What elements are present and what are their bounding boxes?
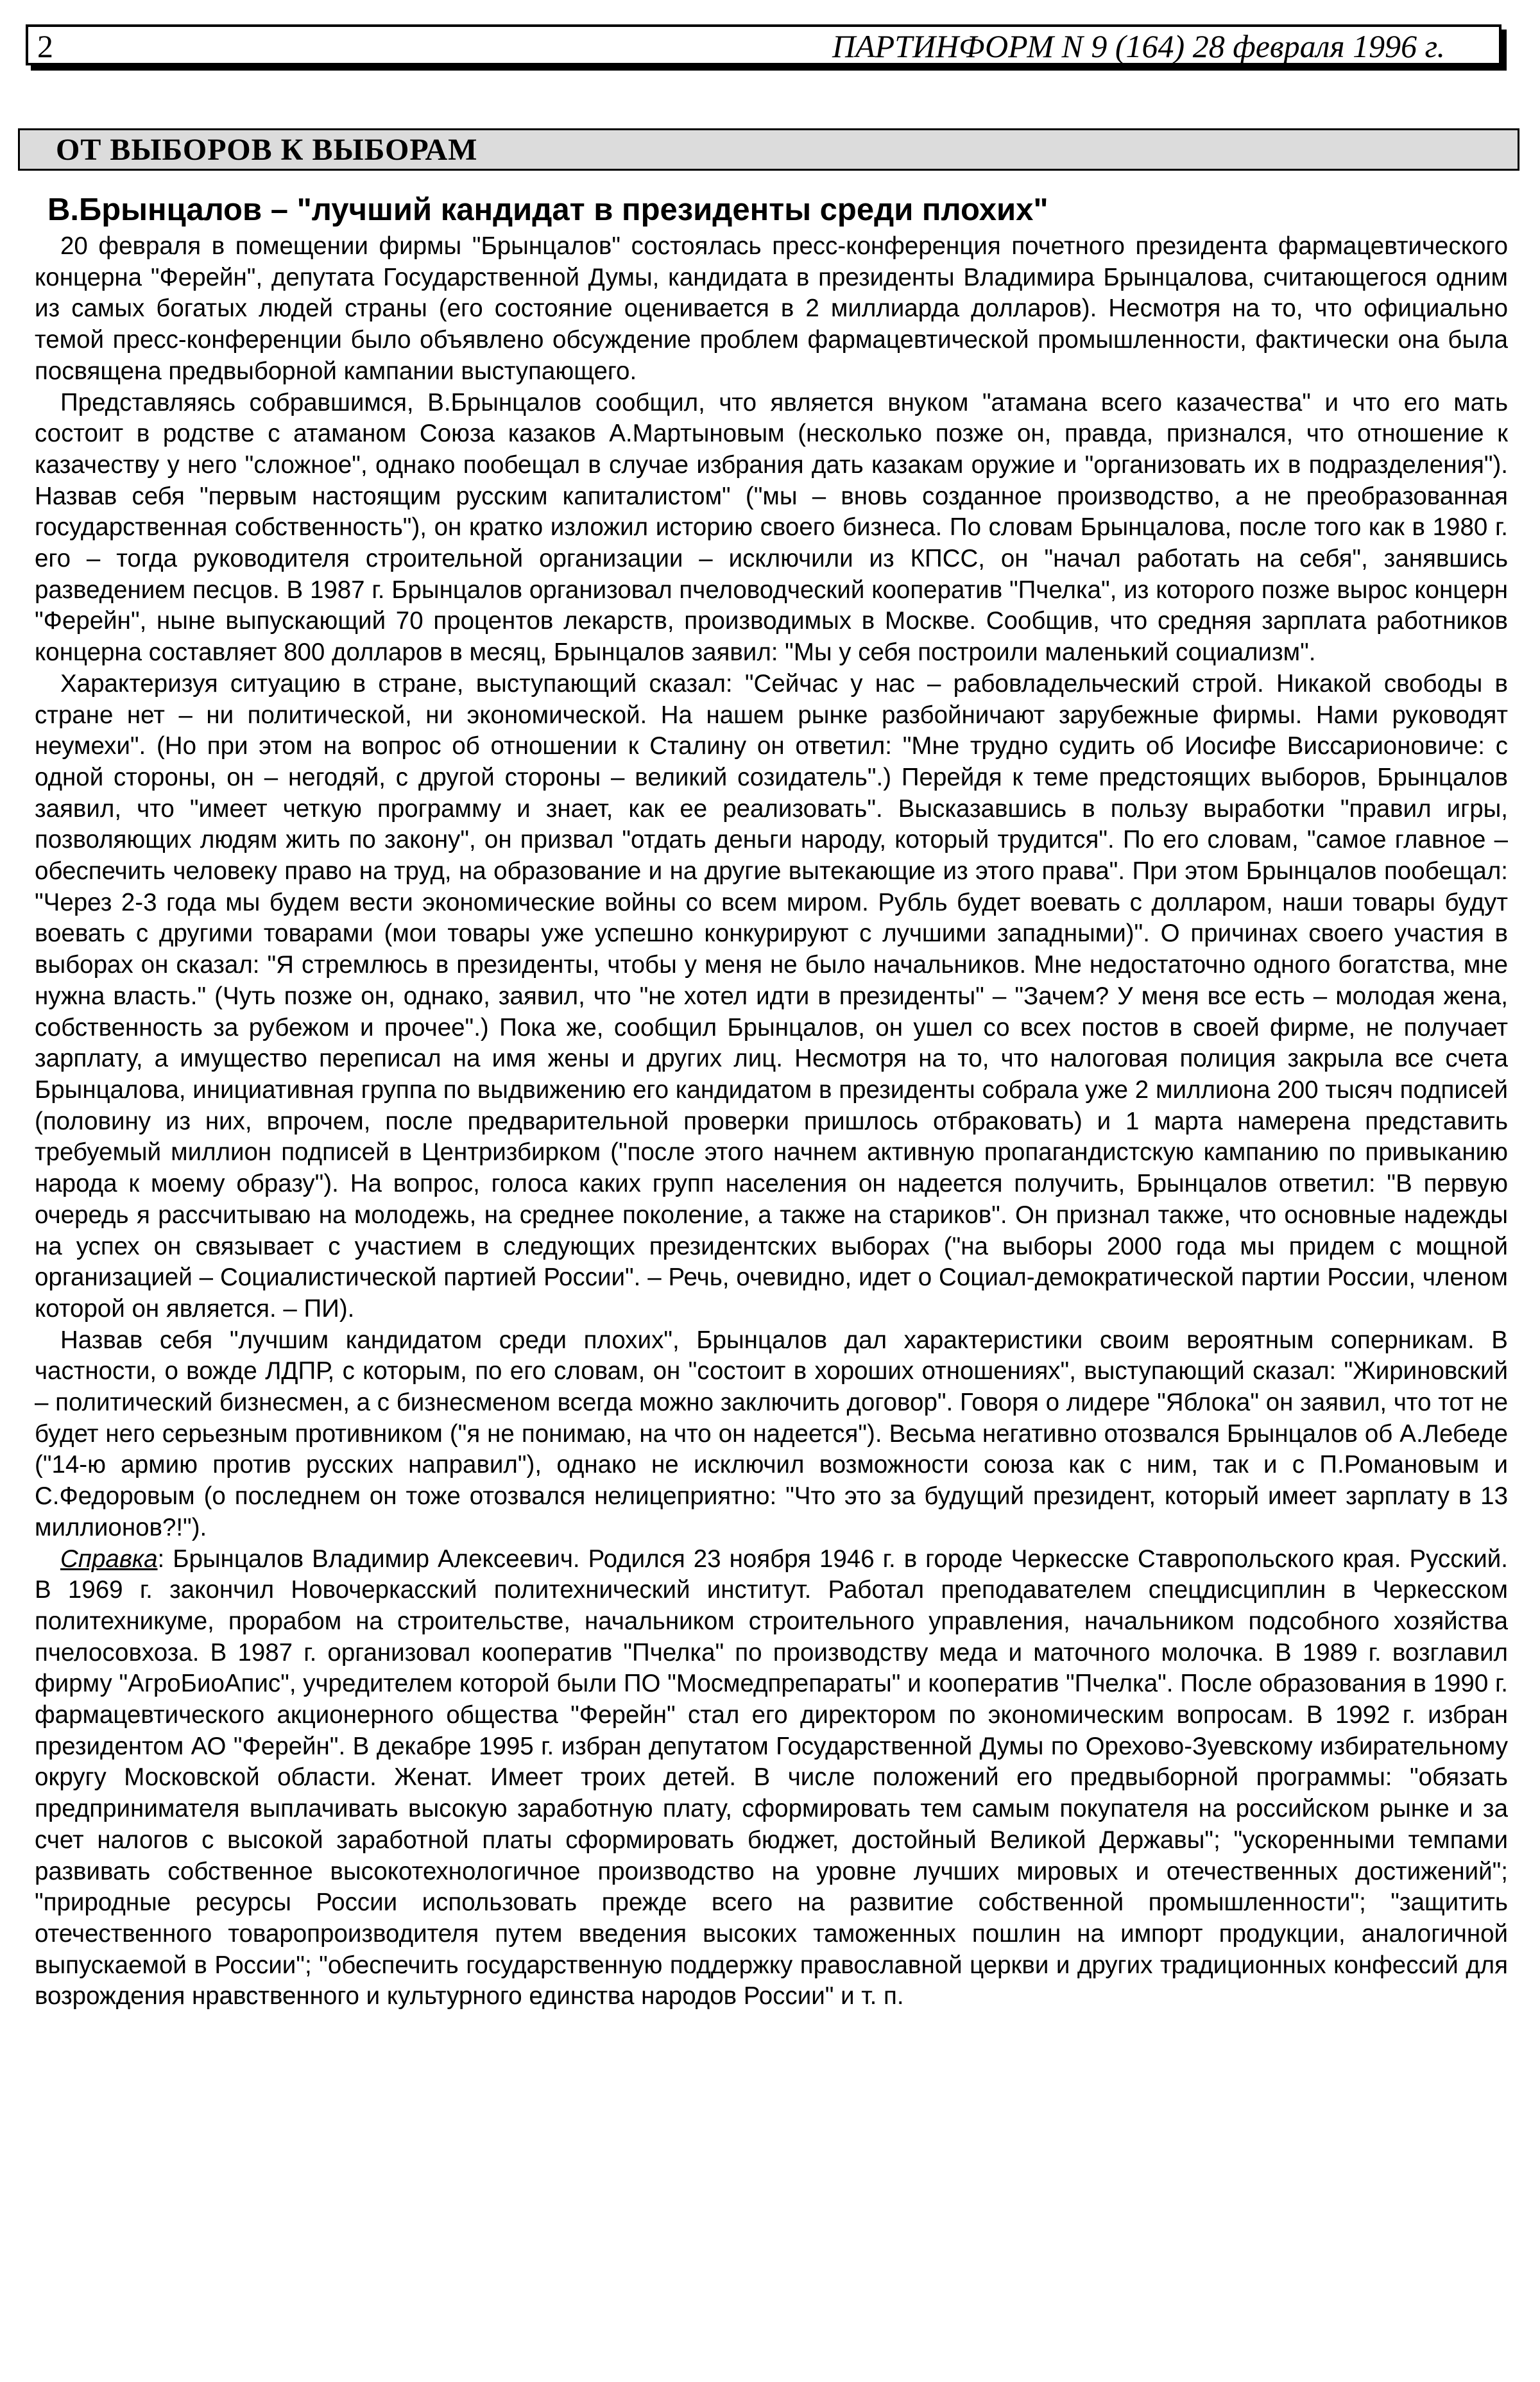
article-paragraph: 20 февраля в помещении фирмы "Брынцалов" состоялась пресс-конференция почетного президента фармацевтического концерна "Ферейн", депутата Государственной Думы, кандидата в президенты Владимира Брынцалова, считающегося одним из самых богатых людей страны (его состояние оценивается в 2 миллиарда долларов). Несмотря на то, что официально темой пресс-конференции было объявлено обсуждение проблем фармацевтической промышленности, фактически она была посвящена предвыборной кампании выступающего. — [35, 232, 1508, 385]
reference-label: Справка — [60, 1545, 158, 1573]
masthead: ПАРТИНФОРМ N 9 (164) 28 февраля 1996 г. — [832, 28, 1445, 64]
article-headline: В.Брынцалов – "лучший кандидат в президенты среди плохих" — [47, 193, 1048, 227]
page-header — [26, 24, 1502, 65]
article — [35, 189, 1508, 2012]
article-paragraph: Характеризуя ситуацию в стране, выступающий сказал: "Сейчас у нас – рабовладельческий строй. Никакой свободы в стране нет – ни политической, ни экономической. На нашем рынке разбойничают зарубежные фирмы. Нами руководят неумехи". (Но при этом на вопрос об отношении к Сталину он ответил: "Мне трудно судить об Иосифе Виссарионовиче: с одной стороны, он – негодяй, с другой стороны – великий созидатель".) Перейдя к теме предстоящих выборов, Брынцалов заявил, что "имеет четкую программу и знает, как ее реализовать". Высказавшись в пользу выработки "правил игры, позволяющих людям жить по закону", он призвал "отдать деньги народу, который трудится". По его словам, "самое главное – обеспечить человеку право на труд, на образование и на другие вытекающие из этого права". При этом Брынцалов пообещал: "Через 2-3 года мы будем вести экономические войны со всем миром. Рубль будет воевать с долларом, наши товары будут воевать с другими товарами (мои товары уже успешно конкурируют с лучшими западными)". О причинах своего участия в выборах он сказал: "Я стремлюсь в президенты, чтобы у меня не было начальников. Мне недостаточно одного богатства, мне нужна власть." (Чуть позже он, однако, заявил, что "не хотел идти в президенты" – "Зачем? У меня все есть – молодая жена, собственность за рубежом и прочее".) Пока же, сообщил Брынцалов, он ушел со всех постов в своей фирме, не получает зарплату, а имущество переписал на имя жены и других лиц. Несмотря на то, что налоговая полиция закрыла все счета Брынцалова, инициативная группа по выдвижению его кандидатом в президенты собрала уже 2 миллиона 200 тысяч подписей (половину из них, впрочем, после предварительной проверки пришлось отбраковать) и 1 марта намерена представить требуемый миллион подписей в Центризбирком ("после этого начнем активную пропагандистскую кампанию по привыканию народа к моему образу"). На вопрос, голоса каких групп населения он надеется получить, Брынцалов ответил: "В первую очередь я рассчитываю на молодежь, на среднее поколение, а также на стариков". Он признал также, что основные надежды на успех он связывает с участием в следующих президентских выборах ("на выборы 2000 года мы придем с мощной организацией – Социалистической партией России". – Речь, очевидно, идет о Социал-демократической партии России, членом которой он является. – ПИ). — [35, 669, 1508, 1323]
article-paragraph: Назвав себя "лучшим кандидатом среди плохих", Брынцалов дал характеристики своим вероятным соперникам. В частности, о вожде ЛДПР, с которым, по его словам, он "состоит в хороших отношениях", выступающий сказал: "Жириновский – политический бизнесмен, а с бизнесменом всегда можно заключить договор". Говоря о лидере "Яблока" он заявил, что тот не будет него серьезным противником ("я не понимаю, на что он надеется"). Весьма негативно отозвался Брынцалов об А.Лебеде ("14-ю армию против русских направил"), однако не исключил возможности союза как с ним, так и с П.Романовым и С.Федоровым (о последнем он тоже отозвался нелицеприятно: "Что это за будущий президент, который имеет зарплату в 13 миллионов?!"). — [35, 1326, 1508, 1541]
section-bar — [18, 128, 1519, 171]
reference-paragraph — [35, 1544, 1508, 2013]
reference-text: : Брынцалов Владимир Алексеевич. Родился 23 ноября 1946 г. в городе Черкесске Ставропольского края. Русский. В 1969 г. закончил Новочеркасский политехнический институт. Работал преподавателем спецдисциплин в Черкесском политехникуме, прорабом на строительстве, начальником строительного управления, начальником подсобного хозяйства пчелосовхоза. В 1987 г. организовал кооператив "Пчелка" по производству меда и маточного молочка. В 1989 г. возглавил фирму "АгроБиоАпис", учредителем которой были ПО "Мосмедпрепараты" и кооператив "Пчелка". После образования в 1990 г. фармацевтического акционерного общества "Ферейн" стал его директором по экономическим вопросам. В 1992 г. избран президентом АО "Ферейн". В декабре 1995 г. избран депутатом Государственной Думы по Орехово-Зуевскому избирательному округу Московской области. Женат. Имеет троих детей. В числе положений его предвыборной программы: "обязать предпринимателя выплачивать высокую заработную плату, сформировать тем самым покупателя на российском рынке и за счет налогов с высокой заработной платы сформировать бюджет, достойный Великой Державы"; "ускоренными темпами развивать собственное высокотехнологичное производство на уровне лучших мировых и отечественных достижений"; "природные ресурсы России использовать прежде всего на развитие собственной промышленности"; "защитить отечественного товаропроизводителя путем введения высоких таможенных пошлин на импорт продукции, аналогичной выпускаемой в России"; "обеспечить государственную поддержку православной церкви и других традиционных конфессий для возрождения нравственного и культурного единства народов России" и т. п. — [35, 1545, 1508, 2010]
article-paragraph: Представляясь собравшимся, В.Брынцалов сообщил, что является внуком "атамана всего казачества" и что его мать состоит в родстве с атаманом Союза казаков А.Мартыновым (несколько позже он, правда, признался, что отношение к казачеству у него "сложное", однако пообещал в случае избрания дать казакам оружие и "организовать их в подразделения"). Назвав себя "первым настоящим русским капиталистом" ("мы – вновь созданное производство, а не преобразованная государственная собственность"), он кратко изложил историю своего бизнеса. По словам Брынцалова, после того как в 1980 г. его – тогда руководителя строительной организации – исключили из КПСС, он "начал работать на себя", занявшись разведением песцов. В 1987 г. Брынцалов организовал пчеловодческий кооператив "Пчелка", из которого позже вырос концерн "Ферейн", ныне выпускающий 70 процентов лекарств, производимых в Москве. Сообщив, что средняя зарплата работников концерна составляет 800 долларов в месяц, Брынцалов заявил: "Мы у себя построили маленький социализм". — [35, 388, 1508, 667]
section-title: ОТ ВЫБОРОВ К ВЫБОРАМ — [56, 133, 478, 167]
page-number: 2 — [37, 28, 53, 64]
